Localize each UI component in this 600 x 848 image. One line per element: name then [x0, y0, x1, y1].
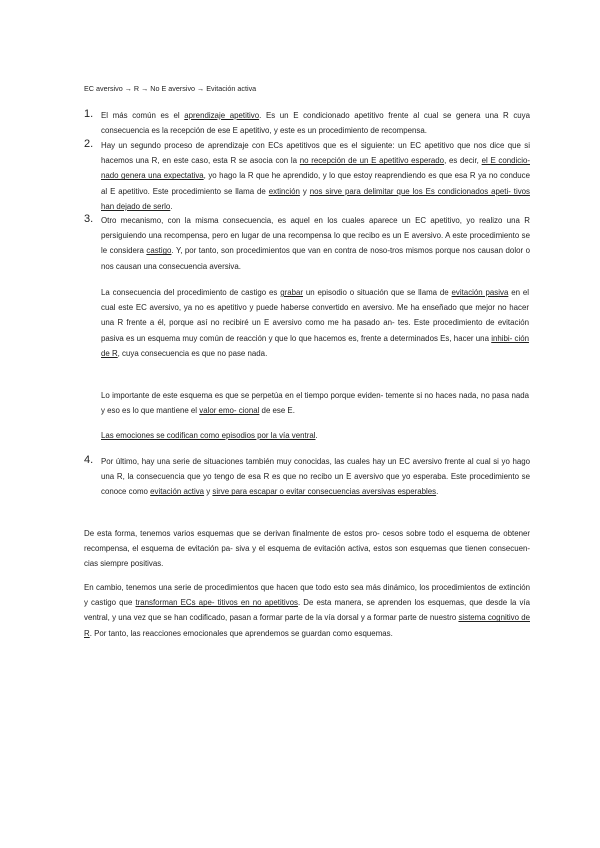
- underlined-term: nos sirve para delimitar que los Es condicionados apeti- tivos han dejado de serlo: [101, 186, 530, 211]
- underlined-term: castigo: [146, 246, 172, 256]
- list-item-text: [101, 108, 530, 138]
- text-run: Otro mecanismo, con la misma consecuencia, es aquel en los cuales aparece un EC apetitivo, yo realizo una R persiguiendo una recompensa, pero en lugar de una recompensa lo que recibo es un E aversivo. A este procedimiento se le considera: [101, 216, 530, 256]
- text-run: . Es un E condicionado apetitivo frente al cual se genera una R cuya consecuencia es la recepción de ese E apetitivo, y este es un procedimiento de recompensa.: [101, 111, 530, 136]
- sub-paragraph-esquema: [101, 388, 529, 418]
- text-run: La consecuencia del procedimiento de castigo es: [101, 288, 281, 297]
- text-run: .: [315, 431, 318, 440]
- underlined-term: aprendizaje apetitivo: [184, 111, 260, 120]
- list-item-4: [84, 454, 530, 500]
- header-line: EC aversivo → R → No E aversivo → Evitación activa: [84, 84, 257, 93]
- text-run: . Y, por tanto, son procedimientos que van en contra de noso-tros mismos porque nos causan dolor o nos causan una consecuencia aversiva.: [101, 246, 530, 271]
- paragraph-conclusion: [84, 580, 530, 641]
- underlined-term: extinción: [268, 186, 300, 196]
- text-run: , cuya consecuencia es que no pase nada.: [117, 348, 268, 358]
- list-number: 1.: [84, 108, 94, 120]
- text-run: . Por tanto, las reacciones emocionales que aprendemos se guardan como esquemas.: [89, 628, 393, 638]
- underlined-term: evitación pasiva: [451, 288, 509, 297]
- underlined-term: sirve para escapar o evitar consecuencias aversivas esperables: [212, 487, 437, 497]
- underlined-term: inhibi- ción de R: [101, 333, 529, 358]
- underlined-term: grabar: [280, 288, 304, 297]
- list-item-text: [101, 138, 530, 214]
- text-run: Hay un segundo proceso de aprendizaje con ECs apetitivos que es el siguiente: un EC apetitivo que nos dice que si hacemos una R, en este caso, esta R se asocia con la: [101, 141, 530, 166]
- text-run: .: [170, 201, 173, 211]
- list-item-2: [84, 138, 530, 214]
- list-item-text: [101, 454, 530, 500]
- list-number: 4.: [84, 454, 94, 466]
- text-run: Por último, hay una serie de situaciones también muy conocidas, las cuales hay un EC aversivo frente al cual si yo hago una R, la consecuencia que yo tengo de esa R es que no recibo un E aversivo que yo esperaba. Este procedimiento se conoce como: [101, 457, 530, 497]
- list-item-text: [101, 213, 530, 274]
- text-run: El más común es el: [101, 111, 185, 120]
- sub-paragraph-castigo: [101, 285, 529, 361]
- underlined-term: evitación activa: [150, 487, 205, 497]
- text-run: En cambio, tenemos una serie de procedimientos que hacen que todo esto sea más dinámico, los procedimientos de extinción y castigo que: [84, 583, 530, 608]
- text-run: , es decir,: [444, 156, 482, 166]
- underlined-term: no recepción de un E apetitivo esperado: [299, 156, 445, 166]
- text-run: .: [436, 487, 439, 497]
- list-item-1: [84, 108, 530, 138]
- underlined-term: transforman ECs ape- titivos en no apetitivos: [135, 598, 298, 608]
- underlined-term: el E condicio- nado genera una expectativa: [101, 156, 530, 181]
- text-run: y: [204, 487, 213, 497]
- text-run: de ese E.: [259, 406, 295, 416]
- text-run: y: [299, 186, 310, 196]
- list-item-3: [84, 213, 530, 274]
- text-run: en el cual este EC aversivo, ya no es apetitivo y puede haberse convertido en aversivo. Me ha enseñado que mejor no hacer una R frente a él, porque así no recibiré un E aversivo como me ha pasado an- tes. Este procedimiento de evitación pasiva es un esquema muy común de reacción y que lo que hacemos es, frente a determinados Es, hacer una: [101, 288, 529, 343]
- text-run: Lo importante de este esquema es que se perpetúa en el tiempo porque eviden- temente si no haces nada, no pasa nada y eso es lo que mantiene el: [101, 391, 529, 416]
- text-run: De esta forma, tenemos varios esquemas que se derivan finalmente de estos pro- cesos sobre todo el esquema de obtener recompensa, el esquema de evitación pa- siva y el esquema de evitación activa, estos son esquemas que tienen consecuen- cias siempre positivas.: [84, 529, 530, 569]
- list-number: 2.: [84, 138, 94, 150]
- text-run: , yo hago la R que he aprendido, y lo que estoy reaprendiendo es que esa R ya no conduce al E apetitivo. Este procedimiento se llama de: [101, 171, 530, 196]
- underlined-term: valor emo- cional: [199, 406, 260, 416]
- text-run: un episodio o situación que se llama de: [303, 288, 452, 297]
- list-number: 3.: [84, 213, 94, 225]
- paragraph-summary: [84, 526, 530, 572]
- underlined-term: sistema cognitivo de R: [84, 613, 530, 638]
- underlined-term: Las emociones se codifican como episodios por la vía ventral: [101, 431, 316, 440]
- sub-paragraph-emociones: [101, 428, 529, 443]
- text-run: . De esta manera, se aprenden los esquemas, que desde la vía ventral, y una vez que se han codificado, pasan a formar parte de la vía dorsal y a formar parte de nuestro: [84, 598, 531, 623]
